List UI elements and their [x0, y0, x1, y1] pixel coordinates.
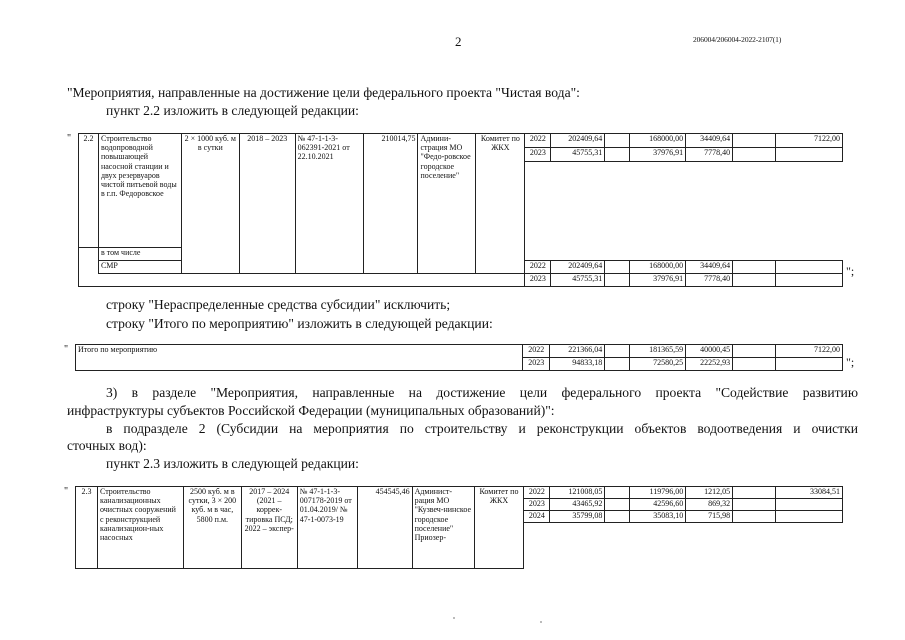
- value-cell: 7778,40: [686, 274, 733, 287]
- value-cell: [605, 499, 630, 511]
- paragraph-text: 3) в разделе "Мероприятия, направленные на достижение цели федерального проекта "Содействие развитию: [106, 385, 858, 400]
- total-cell: 221366,04: [550, 345, 605, 358]
- year-cell: 2022: [523, 345, 550, 358]
- value-cell: [605, 358, 630, 371]
- value-cell: [733, 261, 776, 274]
- total-cell: 202409,64: [551, 134, 605, 148]
- total-cell: 202409,64: [551, 261, 605, 274]
- year-cell: 2023: [525, 148, 551, 162]
- value-cell: [605, 487, 630, 499]
- item-number: 2.2: [79, 134, 99, 248]
- close-quote: ";: [846, 355, 855, 369]
- value-cell: 181365,59: [630, 345, 686, 358]
- open-quote: ": [64, 344, 69, 355]
- paragraph-text: пункт 2.3 изложить в следующей редакции:: [106, 456, 359, 471]
- value-cell: 34409,64: [686, 261, 733, 274]
- year-cell: 2022: [525, 261, 551, 274]
- paragraph-text: "Мероприятия, направленные на достижение цели федерального проекта "Чистая вода":: [67, 85, 580, 100]
- value-cell: [605, 345, 630, 358]
- speck: [453, 617, 455, 619]
- item-name: Строительство водопроводной повышающей насосной станции и двух резервуаров чистой питьевой воды в г.п. Федоровское: [98, 134, 181, 248]
- value-cell: [733, 134, 776, 148]
- measure-table-2-3: [75, 486, 843, 569]
- close-quote: ";: [846, 264, 855, 278]
- incl-label: в том числе: [98, 248, 181, 261]
- value-cell: 119796,00: [630, 487, 686, 499]
- year-cell: 2023: [524, 499, 550, 511]
- item-administration: Админи-страция МО "Федо-ровское городское поселение": [418, 134, 476, 274]
- total-cell: 43465,92: [550, 499, 605, 511]
- value-cell: 168000,00: [630, 134, 686, 148]
- total-cell: 94833,18: [550, 358, 605, 371]
- value-cell: 168000,00: [630, 261, 686, 274]
- item-period: 2017 – 2024 (2021 – коррек-тировка ПСД; 2022 – экспер-: [241, 487, 297, 569]
- value-cell: [775, 148, 842, 162]
- year-cell: 2024: [524, 511, 550, 523]
- speck: [540, 621, 542, 623]
- year-cell: 2022: [525, 134, 551, 148]
- value-cell: 35083,10: [630, 511, 686, 523]
- total-cell: 121008,05: [550, 487, 605, 499]
- item-cost: 454545,46: [357, 487, 412, 569]
- value-cell: [776, 511, 843, 523]
- paragraph-text: инфраструктуры субъектов Российской Федерации (муниципальных образований)":: [67, 403, 555, 418]
- value-cell: 7122,00: [775, 134, 842, 148]
- item-customer: Комитет по ЖКХ: [474, 487, 524, 569]
- value-cell: [776, 499, 843, 511]
- value-cell: 7122,00: [776, 345, 843, 358]
- item-cost: 210014,75: [363, 134, 418, 274]
- total-cell: 45755,31: [551, 274, 605, 287]
- item-name: Строительство канализационных очистных сооружений с реконструкцией канализацион-ных насосных: [97, 487, 183, 569]
- value-cell: [733, 148, 776, 162]
- value-cell: 22252,93: [686, 358, 733, 371]
- paragraph-text: пункт 2.2 изложить в следующей редакции:: [106, 103, 359, 118]
- value-cell: [605, 274, 630, 287]
- paragraph-text: строку "Нераспределенные средства субсидии" исключить;: [106, 297, 451, 312]
- total-cell: 35799,08: [550, 511, 605, 523]
- value-cell: 7778,40: [686, 148, 733, 162]
- item-document: № 47-1-1-3-062391-2021 от 22.10.2021: [295, 134, 363, 274]
- item-period: 2018 – 2023: [239, 134, 295, 274]
- paragraph-text: в подразделе 2 (Субсидии на мероприятия по строительству и реконструкции объектов водоотведения и очистки: [106, 421, 858, 436]
- smr-label: СМР: [98, 261, 181, 274]
- value-cell: [605, 134, 630, 148]
- open-quote: ": [64, 486, 69, 497]
- value-cell: [775, 261, 842, 274]
- year-cell: 2022: [524, 487, 550, 499]
- item-capacity: 2500 куб. м в сутки, 3 × 200 куб. м в час, 5800 п.м.: [183, 487, 241, 569]
- total-table: [75, 344, 843, 371]
- value-cell: 40000,45: [686, 345, 733, 358]
- item-customer: Комитет по ЖКХ: [476, 134, 525, 274]
- value-cell: [733, 499, 776, 511]
- value-cell: 33084,51: [776, 487, 843, 499]
- document-number: 206004/206004-2022-2107(1): [693, 35, 782, 44]
- value-cell: [776, 358, 843, 371]
- value-cell: [733, 274, 776, 287]
- paragraph-text: строку "Итого по мероприятию" изложить в следующей редакции:: [106, 316, 493, 331]
- value-cell: [733, 358, 776, 371]
- value-cell: 42596,60: [630, 499, 686, 511]
- value-cell: 1212,05: [686, 487, 733, 499]
- value-cell: [733, 511, 776, 523]
- value-cell: 34409,64: [686, 134, 733, 148]
- paragraph-text: сточных вод):: [67, 438, 147, 453]
- value-cell: 869,32: [686, 499, 733, 511]
- measure-table-2-2: [78, 133, 843, 287]
- item-capacity: 2 × 1000 куб. м в сутки: [181, 134, 239, 274]
- value-cell: 37976,91: [630, 274, 686, 287]
- value-cell: [605, 261, 630, 274]
- value-cell: 37976,91: [630, 148, 686, 162]
- item-number: 2.3: [76, 487, 98, 569]
- item-administration: Админист-рация МО "Кузвеч-нинское городское поселение" Приозер-: [412, 487, 474, 569]
- value-cell: 72580,25: [630, 358, 686, 371]
- value-cell: [733, 487, 776, 499]
- year-cell: 2023: [523, 358, 550, 371]
- open-quote: ": [67, 133, 72, 144]
- item-document: № 47-1-1-3-007178-2019 от 01.04.2019/ № 47-1-0073-19: [297, 487, 357, 569]
- page-number: 2: [455, 34, 462, 49]
- value-cell: [775, 274, 842, 287]
- value-cell: [605, 511, 630, 523]
- year-cell: 2023: [525, 274, 551, 287]
- total-cell: 45755,31: [551, 148, 605, 162]
- value-cell: [605, 148, 630, 162]
- value-cell: [733, 345, 776, 358]
- value-cell: 715,98: [686, 511, 733, 523]
- total-label: Итого по мероприятию: [76, 345, 523, 371]
